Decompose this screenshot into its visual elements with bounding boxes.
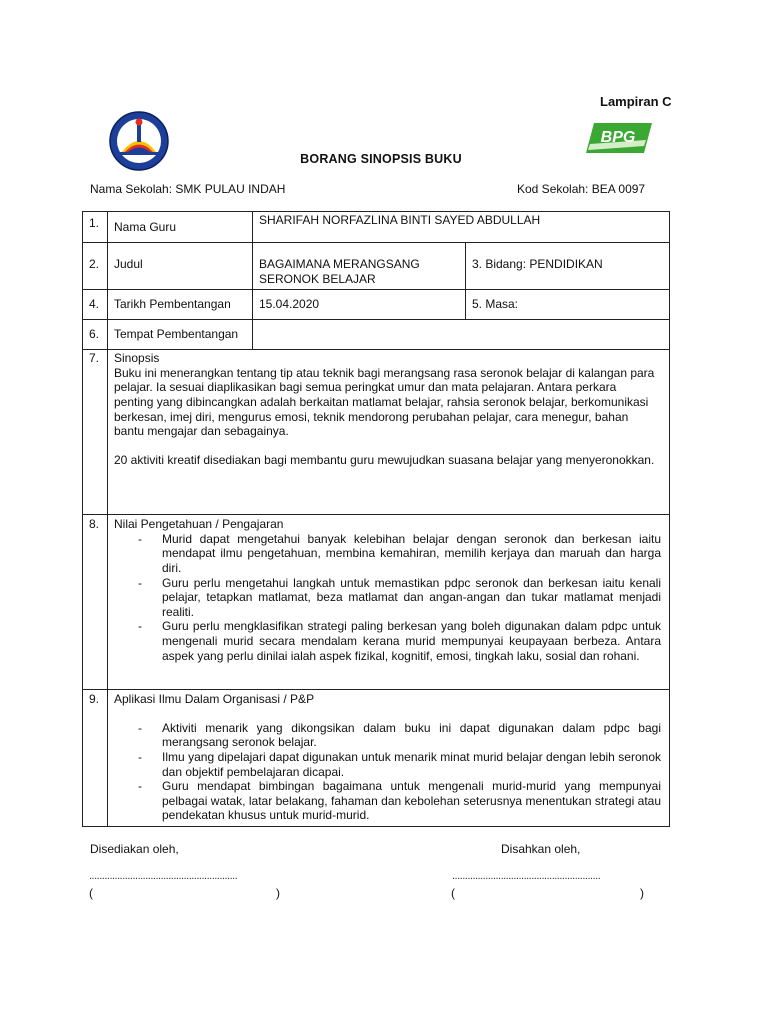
row-number: 7. bbox=[83, 350, 108, 515]
approved-by-signature-line: .......................................................... bbox=[452, 870, 601, 882]
prepared-by-close-paren: ) bbox=[276, 886, 280, 900]
school-code: Kod Sekolah: BEA 0097 bbox=[517, 182, 646, 196]
row-title bbox=[83, 243, 670, 290]
field-bidang: 3. Bidang: PENDIDIKAN bbox=[466, 243, 670, 290]
venue-value bbox=[253, 320, 670, 350]
synopsis-form-table bbox=[82, 211, 670, 827]
book-title-value: BAGAIMANA MERANGSANG SERONOK BELAJAR bbox=[253, 243, 466, 290]
synopsis-paragraph: Buku ini menerangkan tentang tip atau teknik bagi merangsang rasa seronok belajar di kalangan para pelajar. Ia sesuai diaplikasikan bagi semua peringkat umur dan mata pelajaran. Antara perkara penting yang dibincangkan adalah berkaitan matlamat belajar, rahsia seronok belajar, berkomunikasi berkesan, imej diri, mengurus emosi, teknik mendorong perubahan pelajar, cara menegur, bahan bantu mengajar dan sebagainya. bbox=[114, 365, 655, 439]
list-item: - Guru perlu mengklasifikan strategi paling berkesan yang boleh digunakan dalam pdpc untuk mengenali murid secara mendalam kerana murid mempunyai keupayaan berbeza. Antara aspek yang perlu dinilai ialah aspek fizikal, kognitif, emosi, tingkah laku, sosial dan rohani. bbox=[162, 619, 661, 663]
bpg-logo-text: BPG bbox=[600, 129, 636, 146]
page-title: BORANG SINOPSIS BUKU bbox=[300, 152, 462, 166]
field-label: Tempat Pembentangan bbox=[108, 320, 253, 350]
date-value: 15.04.2020 bbox=[253, 290, 466, 320]
list-item: - Murid dapat mengetahui banyak kelebihan belajar dengan seronok dan berkesan iaitu mendapat ilmu pengetahuan, membina kemahiran, memilih kerjaya dan maruah dan harga diri. bbox=[162, 532, 661, 576]
row-number: 2. bbox=[83, 243, 108, 290]
field-label: Sinopsis bbox=[114, 351, 160, 366]
prepared-by-open-paren: ( bbox=[89, 886, 93, 900]
list-item: - Guru perlu mengetahui langkah untuk memastikan pdpc seronok dan berkesan iaitu kenali pelajar, tetapkan matlamat, beza matlamat dan angan-angan dan tukar matlamat menjadi realiti. bbox=[162, 576, 661, 620]
application-list bbox=[114, 721, 661, 823]
row-number: 9. bbox=[83, 690, 108, 827]
knowledge-cell bbox=[108, 515, 670, 690]
row-number: 6. bbox=[83, 320, 108, 350]
approved-by-close-paren: ) bbox=[640, 886, 644, 900]
row-venue bbox=[83, 320, 670, 350]
list-item: - Aktiviti menarik yang dikongsikan dalam buku ini dapat digunakan dalam pdpc bagi merangsang seronok belajar. bbox=[162, 721, 661, 750]
approved-by-label: Disahkan oleh, bbox=[501, 842, 581, 856]
row-knowledge-value bbox=[83, 515, 670, 690]
school-name: Nama Sekolah: SMK PULAU INDAH bbox=[90, 182, 286, 196]
synopsis-paragraph: 20 aktiviti kreatif disediakan bagi membantu guru mewujudkan suasana belajar yang menyeronokkan. bbox=[114, 452, 655, 467]
prepared-by-signature-line: .......................................................... bbox=[89, 870, 238, 882]
row-synopsis bbox=[83, 350, 670, 515]
row-teacher-name bbox=[83, 212, 670, 243]
field-masa: 5. Masa: bbox=[466, 290, 670, 320]
list-item: - Guru mendapat bimbingan bagaimana untuk mengenali murid-murid yang mempunyai pelbagai watak, latar belakang, fahaman dan kebolehan seterusnya menentukan strategi atau pendekatan khusus untuk murid-murid. bbox=[162, 779, 661, 823]
application-cell bbox=[108, 690, 670, 827]
teacher-name-value: SHARIFAH NORFAZLINA BINTI SAYED ABDULLAH bbox=[253, 212, 670, 243]
appendix-label: Lampiran C bbox=[600, 94, 672, 109]
bpg-logo-icon bbox=[584, 120, 654, 156]
row-number: 8. bbox=[83, 515, 108, 690]
prepared-by-label: Disediakan oleh, bbox=[90, 842, 179, 856]
field-label: Aplikasi Ilmu Dalam Organisasi / P&P bbox=[114, 692, 315, 707]
row-application bbox=[83, 690, 670, 827]
row-date bbox=[83, 290, 670, 320]
field-label: Tarikh Pembentangan bbox=[108, 290, 253, 320]
approved-by-open-paren: ( bbox=[451, 886, 455, 900]
field-label: Judul bbox=[108, 243, 253, 290]
row-number: 4. bbox=[83, 290, 108, 320]
field-label: Nama Guru bbox=[108, 212, 253, 243]
list-item: - Ilmu yang dipelajari dapat digunakan untuk menarik minat murid belajar dengan lebih seronok dan objektif pembelajaran dicapai. bbox=[162, 750, 661, 779]
row-number: 1. bbox=[83, 212, 108, 243]
field-label: Nilai Pengetahuan / Pengajaran bbox=[114, 517, 284, 532]
knowledge-list bbox=[114, 532, 661, 663]
synopsis-cell bbox=[108, 350, 670, 515]
